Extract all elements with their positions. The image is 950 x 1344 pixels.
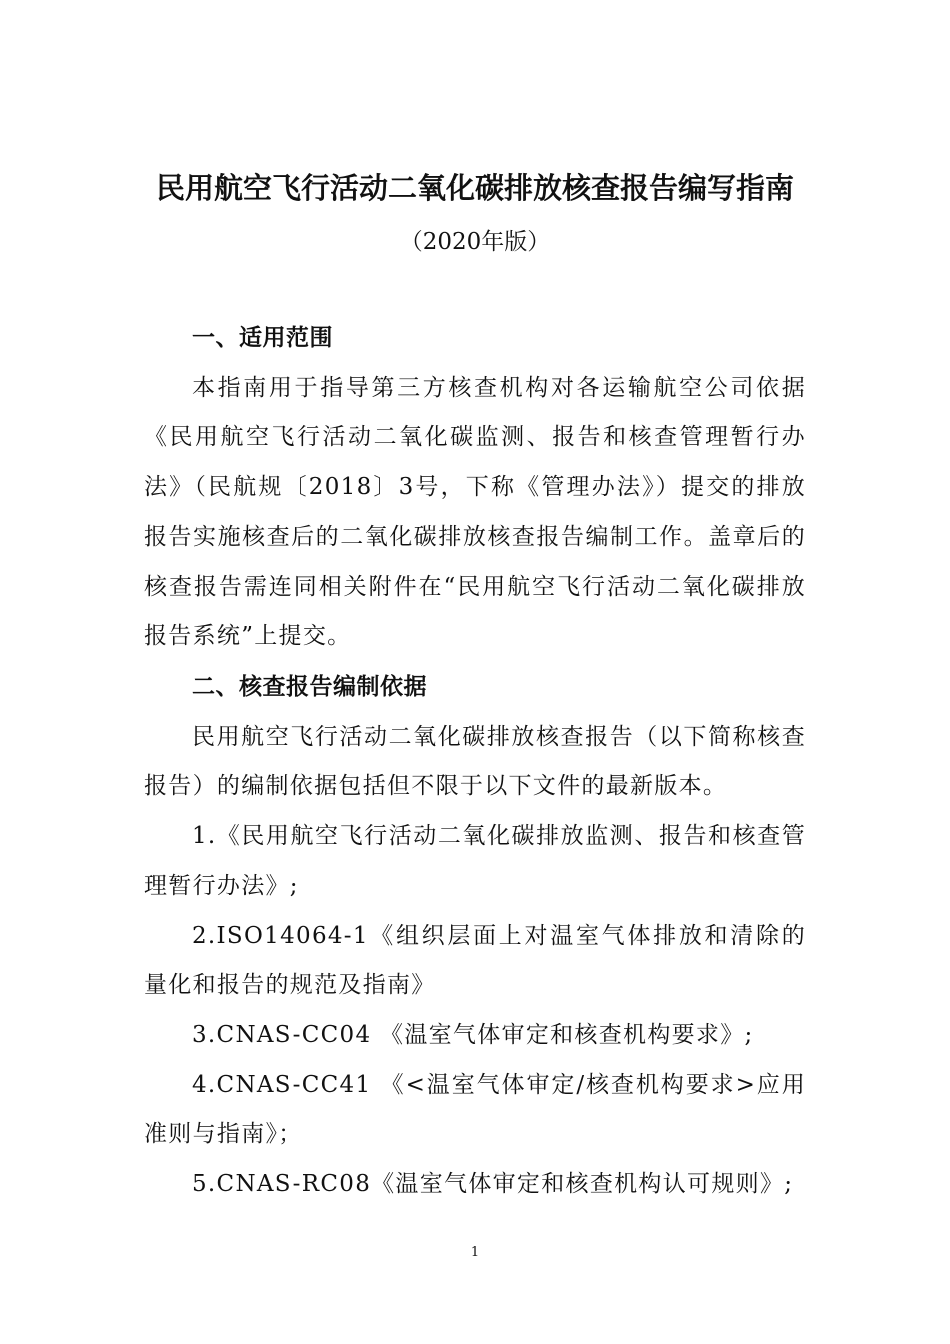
document-subtitle: （2020年版） — [399, 229, 551, 255]
list-item: 4.CNAS-CC41 《<温室气体审定/核查机构要求>应用准则与指南》； — [144, 1071, 806, 1148]
paragraph: 本指南用于指导第三方核查机构对各运输航空公司依据《民用航空飞行活动二氧化碳监测、报告和核查管理暂行办法》（民航规〔2018〕3号，下称《管理办法》）提交的排放报告实施核查后的二氧化碳排放核查报告编制工作。盖章后的核查报告需连同相关附件在“民用航空飞行活动二氧化碳排放报告系统”上提交。 — [144, 374, 806, 650]
paragraph: 民用航空飞行活动二氧化碳排放核查报告（以下简称核查报告）的编制依据包括但不限于以下文件的最新版本。 — [144, 723, 806, 800]
list-item: 3.CNAS-CC04 《温室气体审定和核查机构要求》; — [192, 1021, 754, 1048]
section-heading: 二、核查报告编制依据 — [192, 674, 427, 700]
section-basis — [144, 663, 806, 1210]
page-number: 1 — [470, 1245, 480, 1260]
list-item: 1.《民用航空飞行活动二氧化碳排放监测、报告和核查管理暂行办法》; — [144, 823, 806, 899]
list-item: 5.CNAS-RC08《温室气体审定和核查机构认可规则》; — [192, 1171, 794, 1198]
document-title: 民用航空飞行活动二氧化碳排放核查报告编写指南 — [155, 171, 794, 205]
section-scope — [144, 314, 806, 662]
section-heading: 一、适用范围 — [192, 325, 333, 351]
list-item: 2.ISO14064-1《组织层面上对温室气体排放和清除的量化和报告的规范及指南》 — [144, 922, 806, 999]
